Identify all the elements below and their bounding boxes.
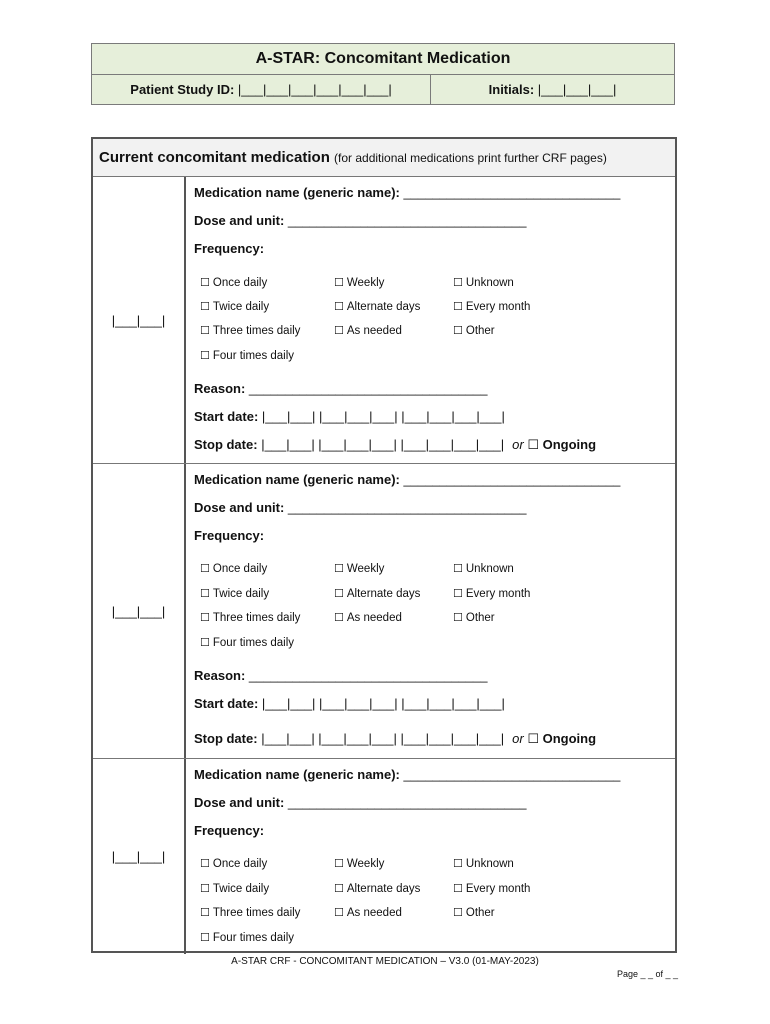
initials-label: Initials: [488, 82, 535, 97]
frequency-option[interactable]: ☐ As needed [334, 612, 402, 624]
initials [431, 75, 674, 105]
start-date-field[interactable]: Start date: |___|___| |___|___|___| |___|___|___|___| [194, 409, 505, 424]
frequency-label: Frequency: [194, 823, 265, 838]
row-number-field[interactable]: |___|___| [93, 464, 186, 758]
frequency-label: Frequency: [194, 241, 265, 256]
medication-name-field[interactable]: Medication name (generic name): ______________________________ [194, 472, 621, 487]
form-header [91, 43, 675, 105]
frequency-option[interactable]: ☐ Alternate days [334, 588, 421, 600]
frequency-option[interactable]: ☐ Every month [453, 588, 531, 600]
row-number-field[interactable]: |___|___| [93, 177, 186, 463]
section-title [93, 139, 675, 177]
frequency-option[interactable]: ☐ Other [453, 325, 495, 337]
frequency-option[interactable]: ☐ Every month [453, 883, 531, 895]
medication-entry [93, 464, 675, 759]
frequency-option[interactable]: ☐ Once daily [200, 858, 268, 870]
dose-field[interactable]: Dose and unit: _________________________________ [194, 500, 527, 515]
reason-field[interactable]: Reason: _________________________________ [194, 381, 488, 396]
frequency-option[interactable]: ☐ Every month [453, 301, 531, 313]
frequency-option[interactable]: ☐ Once daily [200, 277, 268, 289]
frequency-label: Frequency: [194, 528, 265, 543]
frequency-option[interactable]: ☐ Other [453, 612, 495, 624]
patient-study-id-field[interactable]: |___|___|___|___|___|___| [237, 82, 392, 97]
patient-study-id [92, 75, 431, 105]
dose-field[interactable]: Dose and unit: _________________________________ [194, 795, 527, 810]
frequency-option[interactable]: ☐ Other [453, 907, 495, 919]
frequency-option[interactable]: ☐ Twice daily [200, 301, 270, 313]
frequency-option[interactable]: ☐ Three times daily [200, 907, 301, 919]
ongoing-checkbox[interactable]: ☐ Ongoing [527, 731, 597, 746]
frequency-option[interactable]: ☐ Three times daily [200, 612, 301, 624]
patient-study-id-label: Patient Study ID: [130, 82, 235, 97]
frequency-option[interactable]: ☐ As needed [334, 325, 402, 337]
ongoing-checkbox[interactable]: ☐ Ongoing [527, 437, 597, 452]
form-title: A-STAR: Concomitant Medication [92, 44, 674, 75]
dose-field[interactable]: Dose and unit: _________________________________ [194, 213, 527, 228]
medication-name-field[interactable]: Medication name (generic name): ______________________________ [194, 185, 621, 200]
medication-section [91, 137, 677, 953]
frequency-option[interactable]: ☐ Once daily [200, 563, 268, 575]
frequency-option[interactable]: ☐ Unknown [453, 563, 514, 575]
medication-name-field[interactable]: Medication name (generic name): ______________________________ [194, 767, 621, 782]
frequency-option[interactable]: ☐ Three times daily [200, 325, 301, 337]
page-number: Page _ _ of _ _ [616, 969, 678, 979]
start-date-field[interactable]: Start date: |___|___| |___|___|___| |___|___|___|___| [194, 696, 505, 711]
frequency-option[interactable]: ☐ Weekly [334, 277, 385, 289]
stop-date-field[interactable]: Stop date: |___|___| |___|___|___| |___|___|___|___| or ☐ Ongoing [194, 437, 597, 452]
stop-date-field[interactable]: Stop date: |___|___| |___|___|___| |___|___|___|___| or ☐ Ongoing [194, 731, 597, 746]
frequency-option[interactable]: ☐ Unknown [453, 277, 514, 289]
row-number-field[interactable]: |___|___| [93, 759, 186, 954]
frequency-option[interactable]: ☐ Alternate days [334, 301, 421, 313]
initials-field[interactable]: |___|___|___| [537, 82, 617, 97]
section-title-text: Current concomitant medication [99, 149, 330, 166]
frequency-option[interactable]: ☐ Twice daily [200, 588, 270, 600]
frequency-option[interactable]: ☐ Twice daily [200, 883, 270, 895]
frequency-option[interactable]: ☐ Alternate days [334, 883, 421, 895]
section-note: (for additional medications print further CRF pages) [334, 151, 607, 165]
frequency-option[interactable]: ☐ Weekly [334, 563, 385, 575]
medication-entry [93, 177, 675, 464]
frequency-option[interactable]: ☐ Four times daily [200, 350, 295, 362]
reason-field[interactable]: Reason: _________________________________ [194, 668, 488, 683]
frequency-option[interactable]: ☐ Four times daily [200, 932, 295, 944]
footer-text: A-STAR CRF - CONCOMITANT MEDICATION – V3.0 (01-MAY-2023) [231, 956, 539, 967]
frequency-option[interactable]: ☐ As needed [334, 907, 402, 919]
frequency-option[interactable]: ☐ Weekly [334, 858, 385, 870]
frequency-option[interactable]: ☐ Four times daily [200, 637, 295, 649]
medication-entry [93, 759, 675, 954]
frequency-option[interactable]: ☐ Unknown [453, 858, 514, 870]
